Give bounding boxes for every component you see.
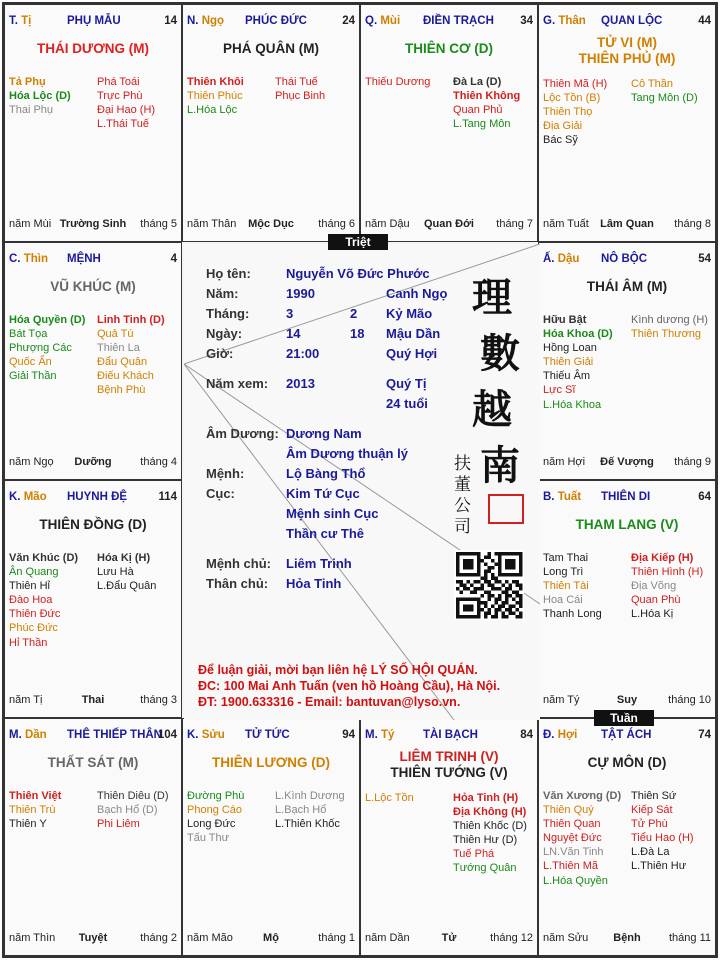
cuc-note: Mệnh sinh Cục	[286, 506, 379, 521]
am-duong-label: Âm Dương:	[206, 426, 279, 441]
minor-star: L.Hóa Quyền	[543, 874, 608, 887]
info-value-canchi: Kỷ Mão	[386, 306, 433, 321]
than-cu: Thần cư Thê	[286, 526, 365, 541]
minor-star: Phong Cáo	[187, 804, 243, 817]
palace-name: NÔ BỘC	[601, 253, 647, 265]
palace-month: tháng 6	[318, 218, 355, 230]
palace-month: tháng 10	[668, 694, 711, 706]
palace-header	[543, 729, 711, 745]
minor-star: Lộc Tồn (B)	[543, 92, 601, 105]
menh-label: Mệnh:	[206, 466, 245, 481]
minor-star: Lưu Hà	[97, 566, 134, 579]
minor-star: Thiên Quan	[543, 818, 601, 831]
palace-footer	[9, 456, 177, 470]
palace-stage: Lâm Quan	[600, 218, 654, 230]
menh-chu-label: Mệnh chủ:	[206, 556, 271, 571]
palace-number: 94	[342, 729, 355, 741]
palace-branch: Ấ. Dậu	[543, 253, 580, 265]
minor-star: Đẩu Quân	[97, 356, 148, 369]
palace-year: năm Mùi	[9, 218, 52, 230]
calligraphy-char: 南	[480, 442, 520, 489]
minor-star: Quan Phù	[631, 594, 681, 607]
minor-star: Thanh Long	[543, 608, 602, 621]
info-label: Năm:	[206, 286, 239, 301]
major-star: LIÊM TRINH (V)	[399, 749, 499, 764]
am-duong-note: Âm Dương thuận lý	[286, 446, 408, 461]
palace-stage: Trường Sinh	[59, 218, 127, 230]
palace-month: tháng 7	[496, 218, 533, 230]
minor-stars-left	[365, 791, 414, 805]
palace-month: tháng 1	[318, 932, 355, 944]
minor-star: Cô Thần	[631, 78, 673, 90]
minor-star: Linh Tinh (D)	[97, 314, 165, 326]
minor-stars-left	[9, 551, 78, 650]
minor-star: Thái Tuế	[275, 76, 318, 88]
palace-year: năm Mão	[187, 932, 233, 944]
minor-star: Văn Khúc (D)	[9, 552, 79, 564]
palace-name: THÊ THIẾP THÂN	[67, 729, 162, 741]
palace-number: 4	[170, 253, 177, 265]
minor-star: L.Kình Dương	[275, 790, 345, 802]
info-value: Nguyễn Võ Đức Phước	[286, 266, 430, 281]
minor-star: Thiên Không	[453, 90, 521, 103]
minor-star: Thai Phụ	[9, 104, 54, 117]
minor-star: Trực Phù	[97, 90, 143, 103]
minor-star: L.Thiên Hư	[631, 860, 687, 873]
palace-stage: Đế Vượng	[600, 456, 654, 468]
minor-star: Hỉ Thần	[9, 636, 48, 649]
contact-line: ĐC: 100 Mai Anh Tuấn (ven hồ Hoàng Cầu), Hà Nội.	[198, 679, 501, 693]
info-value-canchi: Mậu Dần	[386, 326, 441, 341]
palace-branch: C. Thìn	[9, 253, 48, 265]
palace-name: HUYNH ĐỆ	[67, 491, 128, 503]
minor-star: L.Đẩu Quân	[97, 580, 157, 593]
palace-number: 74	[698, 729, 711, 741]
palace-year: năm Sửu	[543, 932, 589, 944]
palace-number: 54	[698, 253, 711, 265]
palace-stage: Dưỡng	[74, 456, 112, 468]
minor-stars-left	[543, 789, 621, 888]
major-star: THIÊN PHỦ (M)	[578, 51, 676, 66]
minor-stars-right	[97, 551, 156, 593]
palace-branch: B. Tuất	[543, 491, 582, 503]
palace-branch: Đ. Hợi	[543, 729, 578, 741]
seal-char: 公	[454, 496, 471, 516]
palace-branch: Q. Mùi	[365, 15, 401, 27]
calligraphy-char: 越	[472, 386, 512, 433]
minor-star: Thiên Trù	[9, 804, 56, 817]
major-star: VŨ KHÚC (M)	[50, 279, 136, 294]
palace-year: năm Tý	[543, 694, 580, 706]
palace-ty[interactable]	[4, 4, 182, 242]
palace-header	[187, 729, 355, 745]
minor-stars-right	[631, 789, 694, 874]
palace-suu[interactable]	[182, 718, 360, 956]
seal-char: 扶	[454, 454, 471, 474]
palace-header	[9, 729, 177, 745]
minor-star: Tiểu Hao (H)	[631, 832, 694, 845]
palace-year: năm Hợi	[543, 456, 586, 468]
info-value: 21:00	[286, 346, 320, 361]
palace-mui[interactable]	[360, 4, 538, 242]
palace-header	[365, 729, 533, 745]
minor-star: Ân Quang	[9, 566, 59, 579]
info-value-canchi: Canh Ngọ	[386, 286, 448, 301]
contact-line: ĐT: 1900.633316 - Email: bantuvan@lyso.vn.	[198, 695, 461, 709]
palace-mao[interactable]	[4, 480, 182, 718]
palace-hoi[interactable]	[538, 718, 716, 956]
major-star: THIÊN TƯỚNG (V)	[390, 765, 508, 780]
palace-footer	[365, 218, 533, 232]
palace-header	[543, 253, 711, 269]
minor-stars-left	[9, 789, 61, 831]
minor-star: Thiên Khôi	[187, 76, 244, 88]
palace-number: 24	[342, 15, 355, 27]
minor-star: Thiên Thương	[631, 328, 702, 341]
minor-star: Thiên Hình (H)	[631, 566, 704, 579]
palace-stage: Suy	[616, 694, 638, 706]
palace-month: tháng 9	[674, 456, 711, 468]
minor-star: Thiên Phúc	[187, 90, 243, 103]
palace-year: năm Tuất	[543, 218, 589, 230]
minor-star: Tấu Thư	[187, 832, 230, 845]
minor-star: Thiên Giải	[543, 356, 594, 369]
minor-star: Thiên Sứ	[631, 790, 677, 802]
palace-number: 64	[698, 491, 711, 503]
palace-header	[187, 15, 355, 31]
palace-name: ĐIỀN TRẠCH	[423, 15, 494, 27]
minor-star: L.Thiên Mã	[543, 860, 599, 873]
palace-branch: M. Tý	[365, 729, 395, 741]
palace-header	[543, 491, 711, 507]
palace-year: năm Thân	[187, 218, 237, 230]
minor-star: Bát Tọa	[9, 328, 48, 341]
minor-stars-right	[97, 313, 165, 398]
palace-footer	[543, 694, 711, 708]
palace-month: tháng 2	[140, 932, 177, 944]
minor-star: Địa Giải	[543, 120, 583, 133]
info-label: Ngày:	[206, 326, 243, 341]
tuvi-chart-board	[2, 2, 718, 958]
palace-year: năm Tị	[9, 694, 43, 706]
menh-value: Lộ Bàng Thổ	[286, 466, 366, 481]
palace-header	[365, 15, 533, 31]
palace-number: 84	[520, 729, 533, 741]
minor-star: Thiếu Âm	[543, 370, 591, 383]
palace-number: 34	[520, 15, 533, 27]
minor-star: Tang Môn (D)	[631, 92, 698, 105]
palace-name: PHÚC ĐỨC	[245, 15, 307, 27]
am-duong-value: Dương Nam	[286, 426, 362, 441]
triet-badge: Triệt	[328, 234, 388, 250]
minor-star: Phúc Đức	[9, 622, 58, 635]
cuc-label: Cục:	[206, 486, 235, 501]
minor-star: Quốc Ấn	[9, 356, 52, 369]
palace-dau[interactable]	[538, 242, 716, 480]
palace-footer	[543, 218, 711, 232]
year-view-label: Năm xem:	[206, 376, 269, 391]
minor-star: Hóa Quyền (D)	[9, 314, 86, 326]
minor-star: Hóa Lộc (D)	[9, 90, 71, 103]
palace-month: tháng 3	[140, 694, 177, 706]
minor-star: Long Trì	[543, 566, 584, 579]
minor-star: Thiên Mã (H)	[543, 78, 608, 90]
minor-stars-right	[97, 789, 169, 831]
minor-star: Thiên La	[97, 342, 140, 355]
palace-year: năm Ngọ	[9, 456, 54, 468]
minor-star: Tướng Quân	[453, 862, 517, 875]
minor-star: Hoa Cái	[543, 594, 583, 607]
palace-stage: Mộ	[263, 932, 279, 944]
qr-code-icon[interactable]	[454, 550, 524, 620]
contact-line: Để luận giải, mời bạn liên hệ LÝ SỐ HỘI QUÁN.	[198, 663, 478, 677]
palace-year: năm Dậu	[365, 218, 410, 230]
info-label: Tháng:	[206, 306, 250, 321]
minor-star: Lực Sĩ	[543, 384, 576, 397]
minor-star: Thiên Khốc (D)	[453, 820, 527, 833]
seal-char: 司	[454, 517, 471, 537]
minor-star: Đào Hoa	[9, 594, 53, 607]
major-star: THẤT SÁT (M)	[47, 755, 139, 770]
palace-name: TẬT ÁCH	[601, 729, 652, 741]
minor-star: L.Lộc Tồn	[365, 792, 414, 804]
minor-star: Hóa Khoa (D)	[543, 328, 613, 341]
palace-stage: Bệnh	[613, 932, 641, 944]
palace-footer	[543, 456, 711, 470]
minor-stars-right	[275, 789, 345, 831]
palace-stage: Tử	[441, 932, 457, 944]
minor-star: Thiên Thọ	[543, 106, 593, 119]
palace-branch: G. Thân	[543, 15, 586, 27]
minor-star: L.Hóa Lộc	[187, 104, 238, 117]
minor-stars-left	[187, 789, 244, 845]
minor-stars-right	[631, 313, 708, 341]
minor-star: Thiếu Dương	[365, 76, 431, 88]
palace-header	[543, 15, 711, 31]
minor-star: Thiên Tài	[543, 580, 589, 593]
major-star: THAM LANG (V)	[575, 517, 679, 532]
minor-star: Hỏa Tinh (H)	[453, 792, 519, 804]
palace-branch: M. Dần	[9, 729, 47, 741]
palace-footer	[9, 218, 177, 232]
palace-stage: Mộc Dục	[248, 218, 294, 230]
palace-month: tháng 4	[140, 456, 177, 468]
minor-star: Đà La (D)	[453, 76, 502, 88]
minor-star: Phượng Các	[9, 342, 72, 355]
minor-star: L.Tang Môn	[453, 118, 511, 131]
palace-branch: T. Tị	[9, 15, 32, 27]
minor-star: Địa Kiếp (H)	[631, 552, 694, 564]
info-label: Họ tên:	[206, 266, 251, 281]
minor-star: Địa Không (H)	[453, 806, 527, 819]
major-star: PHÁ QUÂN (M)	[223, 41, 319, 56]
palace-tuat[interactable]	[538, 480, 716, 718]
calligraphy-char: 數	[480, 330, 520, 377]
minor-stars-right	[631, 77, 698, 105]
age: 24 tuổi	[386, 396, 428, 411]
than-chu-value: Hỏa Tinh	[286, 576, 342, 591]
info-value-lunar: 2	[350, 306, 358, 321]
year-view-canchi: Quý Tị	[386, 376, 427, 391]
minor-star: Hữu Bật	[543, 314, 587, 326]
palace-name: QUAN LỘC	[601, 15, 663, 27]
palace-footer	[9, 694, 177, 708]
palace-header	[9, 253, 177, 269]
menh-chu-value: Liêm Trinh	[286, 556, 352, 571]
minor-star: Bệnh Phù	[97, 384, 146, 397]
palace-month: tháng 8	[674, 218, 711, 230]
minor-star: Tam Thai	[543, 552, 589, 564]
minor-star: Thiên Việt	[9, 790, 62, 802]
info-value: 14	[286, 326, 301, 341]
year-view-value: 2013	[286, 376, 315, 391]
minor-star: L.Thái Tuế	[97, 118, 149, 131]
palace-name: TÀI BẠCH	[423, 729, 478, 741]
minor-star: Tả Phụ	[9, 76, 46, 88]
minor-star: L.Đà La	[631, 846, 670, 859]
minor-stars-left	[9, 313, 85, 383]
minor-stars-left	[543, 77, 607, 147]
palace-stage: Thai	[81, 694, 105, 706]
minor-star: Điếu Khách	[97, 370, 154, 383]
minor-star: LN.Văn Tinh	[543, 846, 604, 859]
minor-star: Địa Võng	[631, 580, 677, 593]
palace-ngo[interactable]	[182, 4, 360, 242]
palace-number: 44	[698, 15, 711, 27]
palace-header	[9, 15, 177, 31]
center-info-panel	[184, 244, 540, 720]
info-value: 1990	[286, 286, 315, 301]
minor-star: Thiên Đức	[9, 608, 61, 621]
minor-stars-right	[275, 75, 325, 103]
minor-star: L.Bạch Hổ	[275, 804, 327, 817]
major-star: THÁI ÂM (M)	[586, 279, 668, 294]
palace-footer	[9, 932, 177, 946]
palace-number: 14	[164, 15, 177, 27]
minor-star: Phá Toái	[97, 76, 140, 88]
palace-branch: K. Mão	[9, 491, 47, 503]
palace-month: tháng 12	[490, 932, 533, 944]
palace-year: năm Dần	[365, 932, 410, 944]
palace-header	[9, 491, 177, 507]
info-value-canchi: Quý Hợi	[386, 346, 438, 361]
minor-star: Hóa Kị (H)	[97, 552, 151, 564]
palace-name: TỬ TỨC	[245, 729, 290, 741]
minor-star: L.Thiên Khốc	[275, 818, 340, 831]
palace-name: PHỤ MẪU	[67, 15, 121, 27]
minor-star: Đường Phù	[187, 790, 245, 802]
red-seal-icon	[488, 494, 524, 524]
palace-footer	[543, 932, 711, 946]
palace-branch: N. Ngọ	[187, 15, 225, 27]
minor-star: Giải Thần	[9, 370, 57, 383]
minor-star: Thiên Hư (D)	[453, 834, 518, 847]
palace-footer	[187, 932, 355, 946]
palace-dan[interactable]	[4, 718, 182, 956]
minor-star: L.Hóa Kị	[631, 608, 674, 621]
minor-star: Thiên Quý	[543, 804, 594, 817]
palace-stage: Tuyệt	[78, 932, 108, 944]
minor-stars-right	[453, 791, 527, 876]
minor-star: Tử Phù	[631, 818, 668, 831]
minor-star: Đại Hao (H)	[97, 104, 156, 117]
seal-char: 董	[454, 475, 471, 495]
than-chu-label: Thân chủ:	[206, 576, 269, 591]
palace-name: MỆNH	[67, 253, 101, 265]
minor-star: Tuế Phá	[453, 848, 495, 861]
major-star: THIÊN LƯƠNG (D)	[212, 755, 330, 770]
calligraphy-char: 理	[472, 274, 512, 321]
minor-star: Hồng Loan	[543, 342, 597, 355]
minor-star: Bạch Hổ (D)	[97, 804, 158, 817]
minor-stars-left	[543, 313, 613, 412]
palace-stage: Quan Đới	[424, 218, 474, 230]
minor-stars-left	[187, 75, 244, 117]
palace-than[interactable]	[538, 4, 716, 242]
cuc-value: Kim Tứ Cục	[286, 486, 360, 501]
palace-ty2[interactable]	[360, 718, 538, 956]
minor-star: Quả Tú	[97, 328, 134, 341]
minor-star: Phục Binh	[275, 90, 326, 103]
minor-star: Quan Phủ	[453, 104, 503, 117]
minor-star: Thiên Diêu (D)	[97, 790, 169, 802]
palace-number: 104	[157, 729, 177, 741]
minor-stars-right	[453, 75, 520, 131]
minor-star: Phi Liêm	[97, 818, 140, 831]
major-star: CỰ MÔN (D)	[587, 755, 667, 770]
palace-branch: K. Sửu	[187, 729, 225, 741]
minor-star: Kiếp Sát	[631, 804, 673, 817]
palace-month: tháng 11	[668, 932, 711, 944]
minor-stars-left	[543, 551, 602, 621]
palace-footer	[365, 932, 533, 946]
major-star: THIÊN CƠ (D)	[404, 41, 493, 56]
palace-number: 114	[158, 491, 177, 503]
minor-stars-left	[365, 75, 430, 89]
palace-year: năm Thìn	[9, 932, 56, 944]
major-star: THIÊN ĐỒNG (D)	[39, 517, 147, 532]
palace-footer	[187, 218, 355, 232]
info-label: Giờ:	[206, 346, 234, 361]
minor-stars-right	[97, 75, 155, 131]
minor-star: Văn Xương (D)	[543, 790, 622, 802]
minor-star: Kình dương (H)	[631, 314, 708, 326]
minor-star: L.Hóa Khoa	[543, 398, 602, 411]
minor-star: Thiên Y	[9, 818, 47, 831]
tuan-badge: Tuần	[594, 710, 654, 726]
palace-thin[interactable]	[4, 242, 182, 480]
major-star: TỬ VI (M)	[597, 35, 657, 50]
major-star: THÁI DƯƠNG (M)	[37, 41, 149, 56]
minor-star: Nguyệt Đức	[543, 832, 602, 845]
info-value: 3	[286, 306, 294, 321]
minor-stars-left	[9, 75, 71, 117]
palace-name: THIÊN DI	[601, 491, 651, 503]
palace-month: tháng 5	[140, 218, 177, 230]
info-value-lunar: 18	[350, 326, 365, 341]
minor-star: Bác Sỹ	[543, 134, 578, 147]
minor-star: Thiên Hỉ	[9, 580, 50, 593]
minor-stars-right	[631, 551, 703, 621]
minor-star: Long Đức	[187, 818, 236, 831]
